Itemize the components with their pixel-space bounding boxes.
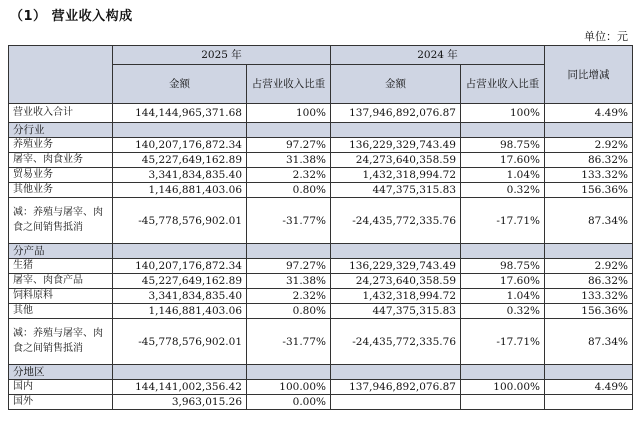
amount-2024-cell: 137,946,892,076.87 [331, 380, 461, 395]
amount-2025-cell: 144,141,002,356.42 [113, 380, 247, 395]
amount-2024-cell: 24,273,640,358.59 [331, 274, 461, 289]
amount-2025-cell: 140,207,176,872.34 [113, 138, 247, 153]
table-row [9, 168, 633, 183]
amount-2025-cell: 45,227,649,162.89 [113, 274, 247, 289]
amount-2024-cell [331, 395, 461, 410]
amount-2024-cell: 24,273,640,358.59 [331, 153, 461, 168]
section-filler-cell [461, 365, 545, 380]
section-filler-cell [247, 365, 331, 380]
share-2025-cell: 31.38% [247, 274, 331, 289]
amount-2024-cell: 447,375,315.83 [331, 304, 461, 319]
row-label: 屠宰、肉食产品 [9, 274, 113, 289]
share-2024-cell [461, 395, 545, 410]
amount-2024-cell: 136,229,329,743.49 [331, 138, 461, 153]
share-2025-cell: 97.27% [247, 259, 331, 274]
section-title: 分行业 [9, 123, 113, 138]
amount-2024-cell: 1,432,318,994.72 [331, 168, 461, 183]
header-year-2024: 2024 年 [331, 46, 545, 65]
amount-2025-cell: 3,341,834,835.40 [113, 289, 247, 304]
header-row-years [9, 46, 633, 65]
share-2024-cell: 17.60% [461, 274, 545, 289]
share-2024-cell: 98.75% [461, 259, 545, 274]
section-row [9, 365, 633, 380]
section-row [9, 123, 633, 138]
share-2025-cell: -31.77% [247, 319, 331, 365]
share-2025-cell: 0.80% [247, 304, 331, 319]
total-share-2025: 100% [247, 104, 331, 123]
amount-2024-cell: 136,229,329,743.49 [331, 259, 461, 274]
share-2024-cell: 100.00% [461, 380, 545, 395]
total-amount-2024: 137,946,892,076.87 [331, 104, 461, 123]
row-label: 屠宰、肉食业务 [9, 153, 113, 168]
row-label: 饲料原料 [9, 289, 113, 304]
section-filler-cell [247, 123, 331, 138]
share-2025-cell: 0.80% [247, 183, 331, 198]
share-2024-cell: 1.04% [461, 168, 545, 183]
section-filler-cell [331, 123, 461, 138]
total-yoy: 4.49% [545, 104, 633, 123]
section-title: 分地区 [9, 365, 113, 380]
section-heading: （1） 营业收入构成 [10, 9, 133, 24]
yoy-cell: 2.92% [545, 259, 633, 274]
amount-2024-cell: 447,375,315.83 [331, 183, 461, 198]
section-filler-cell [331, 244, 461, 259]
table-row [9, 319, 633, 365]
section-filler-cell [113, 244, 247, 259]
total-row [9, 104, 633, 123]
section-filler-cell [331, 365, 461, 380]
row-label: 养殖业务 [9, 138, 113, 153]
header-amount-2024: 金额 [331, 65, 461, 104]
yoy-cell: 87.34% [545, 319, 633, 365]
section-title: 分产品 [9, 244, 113, 259]
amount-2025-cell: -45,778,576,902.01 [113, 198, 247, 244]
total-share-2024: 100% [461, 104, 545, 123]
yoy-cell [545, 395, 633, 410]
share-2025-cell: 2.32% [247, 289, 331, 304]
amount-2025-cell: 1,146,881,403.06 [113, 304, 247, 319]
share-2025-cell: 100.00% [247, 380, 331, 395]
row-label: 其他业务 [9, 183, 113, 198]
revenue-composition-table [8, 45, 633, 410]
section-filler-cell [461, 244, 545, 259]
yoy-cell: 2.92% [545, 138, 633, 153]
section-filler-cell [545, 365, 633, 380]
share-2024-cell: 1.04% [461, 289, 545, 304]
section-filler-cell [113, 365, 247, 380]
header-year-2025: 2025 年 [113, 46, 331, 65]
table-row [9, 259, 633, 274]
row-label: 减：养殖与屠宰、肉食之间销售抵消 [9, 198, 113, 244]
yoy-cell: 133.32% [545, 168, 633, 183]
row-label: 其他 [9, 304, 113, 319]
section-filler-cell [461, 123, 545, 138]
amount-2024-cell: -24,435,772,335.76 [331, 319, 461, 365]
table-row [9, 138, 633, 153]
table-row [9, 289, 633, 304]
amount-2025-cell: 3,341,834,835.40 [113, 168, 247, 183]
yoy-cell: 4.49% [545, 380, 633, 395]
section-filler-cell [545, 123, 633, 138]
header-share-2024: 占营业收入比重 [461, 65, 545, 104]
table-row [9, 198, 633, 244]
table-row [9, 395, 633, 410]
amount-2024-cell: -24,435,772,335.76 [331, 198, 461, 244]
share-2025-cell: -31.77% [247, 198, 331, 244]
amount-2025-cell: -45,778,576,902.01 [113, 319, 247, 365]
yoy-cell: 86.32% [545, 274, 633, 289]
table-row [9, 304, 633, 319]
share-2024-cell: 98.75% [461, 138, 545, 153]
row-label: 生猪 [9, 259, 113, 274]
share-2024-cell: -17.71% [461, 198, 545, 244]
header-amount-2025: 金额 [113, 65, 247, 104]
row-label: 国内 [9, 380, 113, 395]
yoy-cell: 133.32% [545, 289, 633, 304]
table-row [9, 183, 633, 198]
share-2025-cell: 31.38% [247, 153, 331, 168]
share-2025-cell: 2.32% [247, 168, 331, 183]
section-filler-cell [545, 244, 633, 259]
amount-2025-cell: 140,207,176,872.34 [113, 259, 247, 274]
share-2024-cell: 0.32% [461, 304, 545, 319]
table-row [9, 274, 633, 289]
table-row [9, 380, 633, 395]
section-filler-cell [113, 123, 247, 138]
table-row [9, 153, 633, 168]
row-label: 贸易业务 [9, 168, 113, 183]
amount-2025-cell: 3,963,015.26 [113, 395, 247, 410]
section-row [9, 244, 633, 259]
header-share-2025: 占营业收入比重 [247, 65, 331, 104]
amount-2024-cell: 1,432,318,994.72 [331, 289, 461, 304]
row-label: 国外 [9, 395, 113, 410]
amount-2025-cell: 1,146,881,403.06 [113, 183, 247, 198]
share-2024-cell: -17.71% [461, 319, 545, 365]
share-2024-cell: 17.60% [461, 153, 545, 168]
yoy-cell: 156.36% [545, 304, 633, 319]
total-label: 营业收入合计 [9, 104, 113, 123]
header-blank [9, 46, 113, 104]
total-amount-2025: 144,144,965,371.68 [113, 104, 247, 123]
share-2024-cell: 0.32% [461, 183, 545, 198]
yoy-cell: 156.36% [545, 183, 633, 198]
row-label: 减：养殖与屠宰、肉食之间销售抵消 [9, 319, 113, 365]
amount-2025-cell: 45,227,649,162.89 [113, 153, 247, 168]
unit-label: 单位：元 [584, 30, 628, 43]
yoy-cell: 87.34% [545, 198, 633, 244]
header-yoy: 同比增减 [545, 46, 633, 104]
yoy-cell: 86.32% [545, 153, 633, 168]
section-filler-cell [247, 244, 331, 259]
share-2025-cell: 97.27% [247, 138, 331, 153]
share-2025-cell: 0.00% [247, 395, 331, 410]
